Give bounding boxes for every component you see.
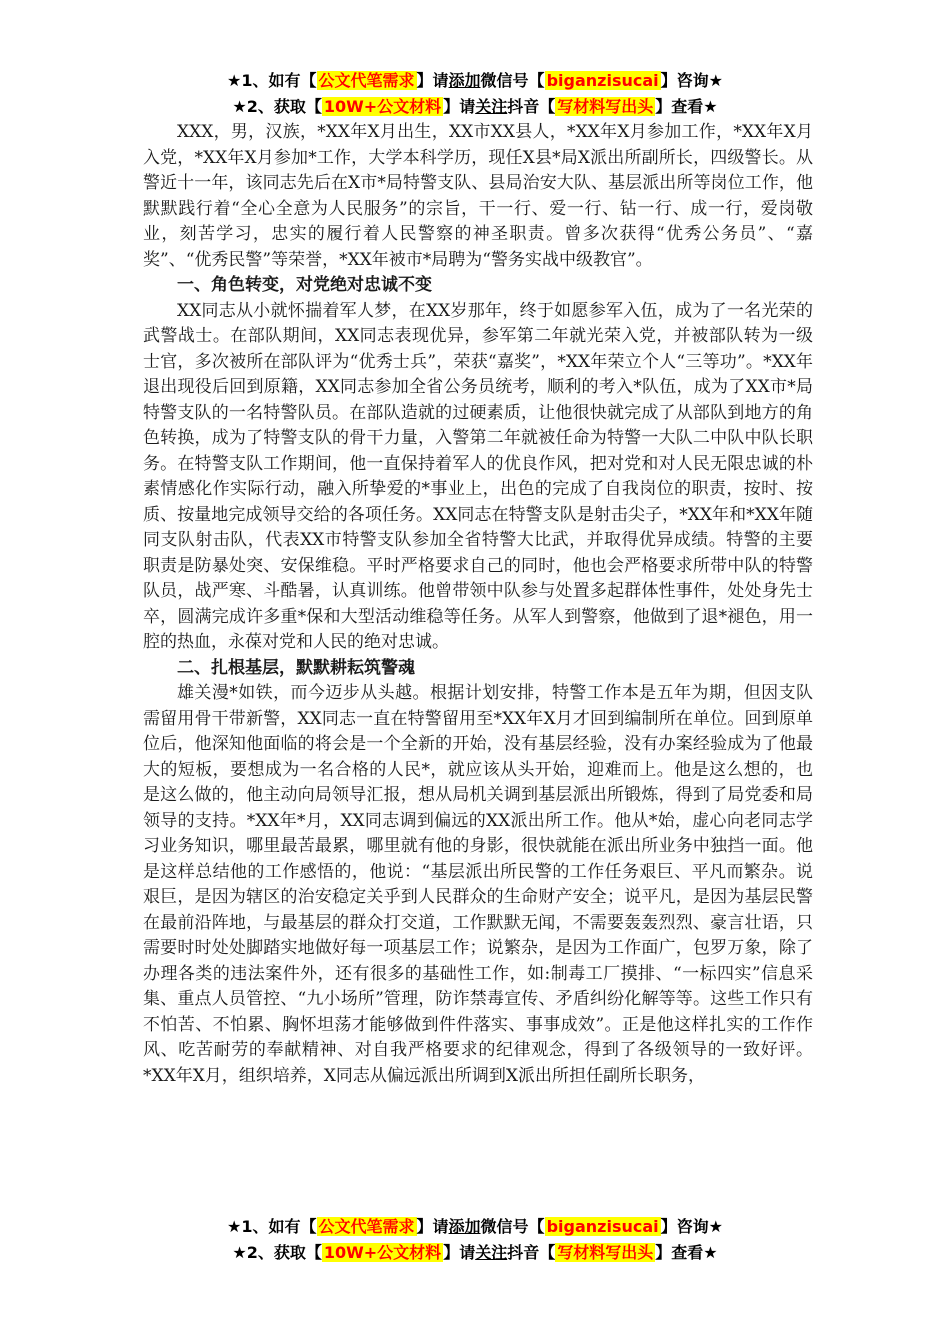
promo-text: 】查看★ (655, 97, 718, 116)
promo-line-1 (0, 1214, 950, 1240)
promo-text: 】请 (443, 97, 476, 116)
promo-emphasis: 添加 (448, 1217, 481, 1236)
promo-text: 】咨询★ (660, 71, 723, 90)
promo-emphasis: 关注 (475, 1243, 508, 1262)
promo-highlight: 公文代笔需求 (318, 71, 415, 90)
promo-text: ★2、获取【 (232, 97, 322, 116)
promo-highlight: 写材料写出头 (557, 1243, 654, 1262)
promo-text: ★1、如有【 (227, 71, 317, 90)
promo-text: 】咨询★ (660, 1217, 723, 1236)
promo-text: 】请 (443, 1243, 476, 1262)
promo-text: ★2、获取【 (232, 1243, 322, 1262)
promo-line-2 (0, 1240, 950, 1266)
promo-highlight: 10W+公文材料 (323, 97, 442, 116)
document-body (143, 120, 813, 1089)
promo-text: 微信号【 (480, 1217, 545, 1236)
section-2-paragraph: 雄关漫*如铁，而今迈步从头越。根据计划安排，特警工作本是五年为期，但因支队需留用骨干带新警，XX同志一直在特警留用至*XX年X月才回到编制所在单位。回到原单位后，他深知他面临的将会是一个全新的开始，没有基层经验，没有办案经验成为了他最大的短板，要想成为一名合格的人民*，就应该从头开始，迎难而上。他是这么想的，也是这么做的，他主动向局领导汇报，想从局机关调到基层派出所锻炼，得到了局党委和局领导的支持。*XX年*月，XX同志调到偏远的XX派出所工作。他从*始，虚心向老同志学习业务知识，哪里最苦最累，哪里就有他的身影，很快就能在派出所业务中独挡一面。他是这样总结他的工作感悟的，他说：“基层派出所民警的工作任务艰巨、平凡而繁杂。说艰巨，是因为辖区的治安稳定关乎到人民群众的生命财产安全；说平凡，是因为基层民警在最前沿阵地，与最基层的群众打交道，工作默默无闻，不需要轰轰烈烈、豪言壮语，只需要时时处处脚踏实地做好每一项基层工作；说繁杂，是因为工作面广，包罗万象，除了办理各类的违法案件外，还有很多的基础性工作，如:制毒工厂摸排、“一标四实”信息采集、重点人员管控、“九小场所”管理，防诈禁毒宣传、矛盾纠纷化解等等。这些工作只有不怕苦、不怕累、胸怀坦荡才能够做到件件落实、事事成效”。正是他这样扎实的工作作风、吃苦耐劳的奉献精神、对自我严格要求的纪律观念，得到了各级领导的一致好评。*XX年X月，组织培养，X同志从偏远派出所调到X派出所担任副所长职务， (143, 683, 813, 1086)
promo-line-2 (0, 94, 950, 120)
promo-text: 抖音【 (507, 1243, 556, 1262)
intro-paragraph: XXX，男，汉族，*XX年X月出生，XX市XX县人，*XX年X月参加工作，*XX年X月入党，*XX年X月参加*工作，大学本科学历，现任X县*局X派出所副所长，四级警长。从警近十一年，该同志先后在X市*局特警支队、县局治安大队、基层派出所等岗位工作，他默默践行着“全心全意为人民服务”的宗旨，干一行、爱一行、钻一行、成一行，爱岗敬业，刻苦学习，忠实的履行着人民警察的神圣职责。曾多次获得“优秀公务员”、“嘉奖”、“优秀民警”等荣誉，*XX年被市*局聘为“警务实战中级教官”。 (143, 122, 813, 270)
promo-text: 】请 (416, 1217, 449, 1236)
promo-highlight: 10W+公文材料 (323, 1243, 442, 1262)
promo-text: 】查看★ (655, 1243, 718, 1262)
promo-text: 抖音【 (507, 97, 556, 116)
promo-text: ★1、如有【 (227, 1217, 317, 1236)
promo-emphasis: 添加 (448, 71, 481, 90)
promo-banner-top (0, 68, 950, 120)
section-1-paragraph: XX同志从小就怀揣着军人梦，在XX岁那年，终于如愿参军入伍，成为了一名光荣的武警战士。在部队期间，XX同志表现优异，参军第二年就光荣入党，并被部队转为一级士官，多次被所在部队评为“优秀士兵”，荣获“嘉奖”，*XX年荣立个人“三等功”。*XX年退出现役后回到原籍，XX同志参加全省公务员统考，顺利的考入*队伍，成为了XX市*局特警支队的一名特警队员。在部队造就的过硬素质，让他很快就完成了从部队到地方的角色转换，成为了特警支队的骨干力量，入警第二年就被任命为特警一大队二中队中队长职务。在特警支队工作期间，他一直保持着军人的优良作风，把对党和对人民无限忠诚的朴素情感化作实际行动，融入所挚爱的*事业上，出色的完成了自我岗位的职责，按时、按质、按量地完成领导交给的各项任务。XX同志在特警支队是射击尖子，*XX年和*XX年随同支队射击队，代表XX市特警支队参加全省特警大比武，并取得优异成绩。特警的主要职责是防暴处突、安保维稳。平时严格要求自己的同时，他也会严格要求所带中队的特警队员，战严寒、斗酷暑，认真训练。他曾带领中队参与处置多起群体性事件，处处身先士卒，圆满完成许多重*保和大型活动维稳等任务。从军人到警察，他做到了退*褪色，用一腔的热血，永葆对党和人民的绝对忠诚。 (143, 300, 813, 652)
promo-highlight: 公文代笔需求 (318, 1217, 415, 1236)
promo-line-1 (0, 68, 950, 94)
promo-highlight: biganzisucai (546, 71, 659, 90)
section-1-heading: 一、角色转变，对党绝对忠诚不变 (177, 275, 432, 295)
promo-highlight: 写材料写出头 (557, 97, 654, 116)
promo-emphasis: 关注 (475, 97, 508, 116)
promo-banner-bottom (0, 1214, 950, 1266)
section-2-heading: 二、扎根基层，默默耕耘筑警魂 (177, 657, 415, 678)
promo-text: 】请 (416, 71, 449, 90)
promo-text: 微信号【 (480, 71, 545, 90)
promo-highlight: biganzisucai (546, 1217, 659, 1236)
